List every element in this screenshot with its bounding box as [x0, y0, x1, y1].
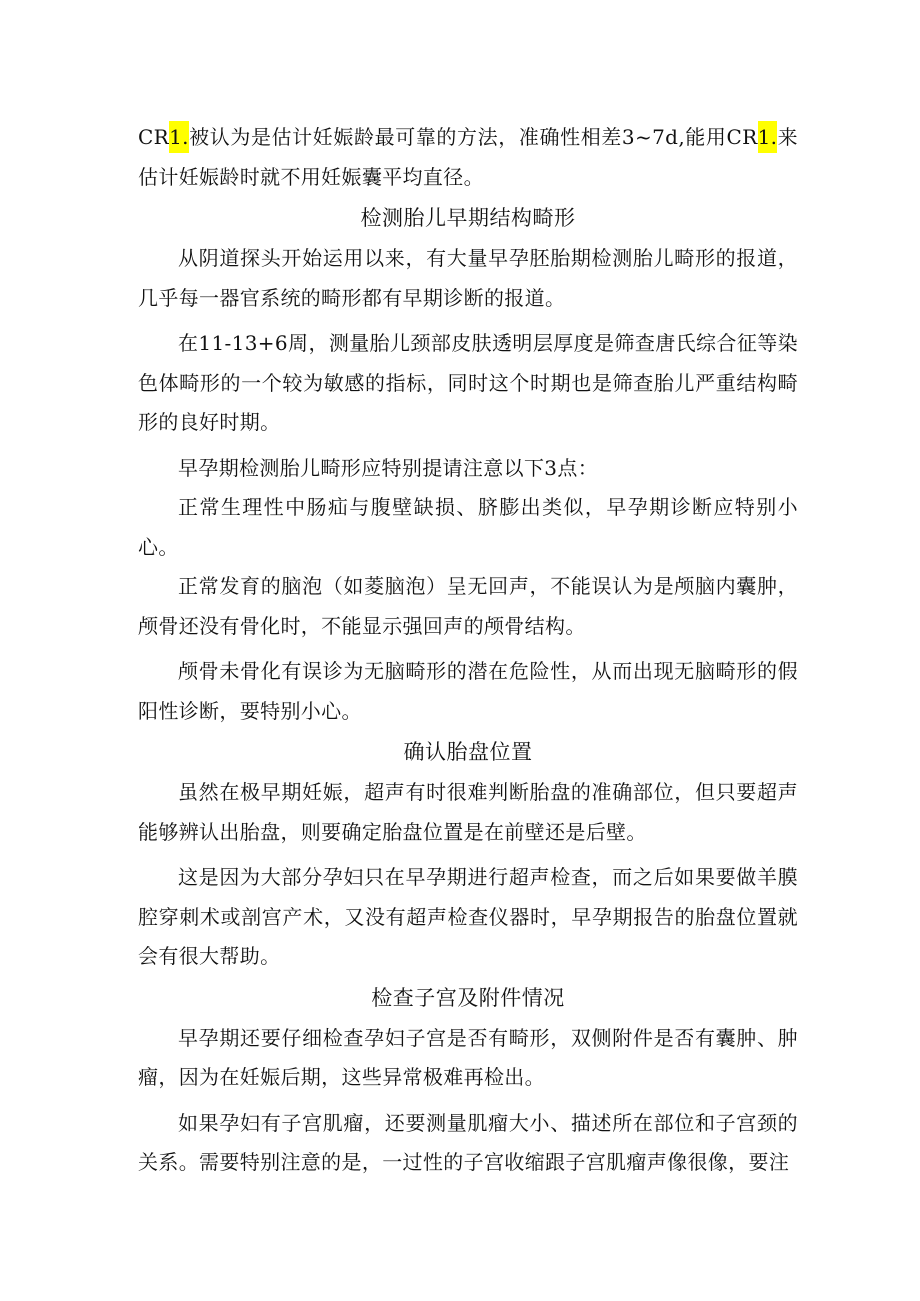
paragraph: 在11-13+6周，测量胎儿颈部皮肤透明层厚度是筛查唐氏综合征等染色体畸形的一个较为敏感的指标，同时这个时期也是筛查胎儿严重结构畸形的良好时期。 — [138, 331, 798, 434]
highlight-mark: 1. — [758, 121, 778, 153]
paragraph: 颅骨未骨化有误诊为无脑畸形的潜在危险性，从而出现无脑畸形的假阳性诊断，要特别小心。 — [138, 659, 798, 723]
paragraph: 这是因为大部分孕妇只在早孕期进行超声检查，而之后如果要做羊膜腔穿刺术或剖宫产术，又没有超声检查仪器时，早孕期报告的胎盘位置就会有很大帮助。 — [138, 865, 798, 968]
highlight-mark: 1. — [169, 121, 189, 153]
section-heading: 检查子宫及附件情况 — [371, 985, 565, 1010]
paragraph: 如果孕妇有子宫肌瘤，还要测量肌瘤大小、描述所在部位和子宫颈的关系。需要特别注意的是，一过性的子宫收缩跟子宫肌瘤声像很像，要注 — [138, 1110, 798, 1174]
paragraph: 从阴道探头开始运用以来，有大量早孕胚胎期检测胎儿畸形的报道，几乎每一器官系统的畸形都有早期诊断的报道。 — [138, 246, 798, 310]
intro-text-1: 被认为是估计妊娠龄最可靠的方法，准确性相差3~7d,能用 — [188, 125, 727, 149]
section-heading: 确认胎盘位置 — [403, 740, 533, 764]
paragraph: 正常发育的脑泡（如菱脑泡）呈无回声，不能误认为是颅脑内囊肿，颅骨还没有骨化时，不能显示强回声的颅骨结构。 — [138, 574, 798, 638]
paragraph: 正常生理性中肠疝与腹壁缺损、脐膨出类似，早孕期诊断应特别小心。 — [138, 495, 798, 559]
document-page — [138, 118, 798, 1183]
paragraph: 早孕期检测胎儿畸形应特别提请注意以下3点： — [178, 455, 599, 480]
abbr-text: CR — [726, 125, 758, 149]
paragraph: 虽然在极早期妊娠，超声有时很难判断胎盘的准确部位，但只要超声能够辨认出胎盘，则要确定胎盘位置是在前壁还是后壁。 — [138, 780, 798, 844]
abbr-text: CR — [138, 125, 170, 149]
section-heading: 检测胎儿早期结构畸形 — [360, 206, 576, 230]
intro-text-2: 来估计妊娠龄时就不用妊娠囊平均直径。 — [138, 125, 799, 189]
intro-paragraph — [138, 118, 798, 197]
paragraph: 早孕期还要仔细检查孕妇子宫是否有畸形，双侧附件是否有囊肿、肿瘤，因为在妊娠后期，这些异常极难再检出。 — [138, 1025, 798, 1089]
